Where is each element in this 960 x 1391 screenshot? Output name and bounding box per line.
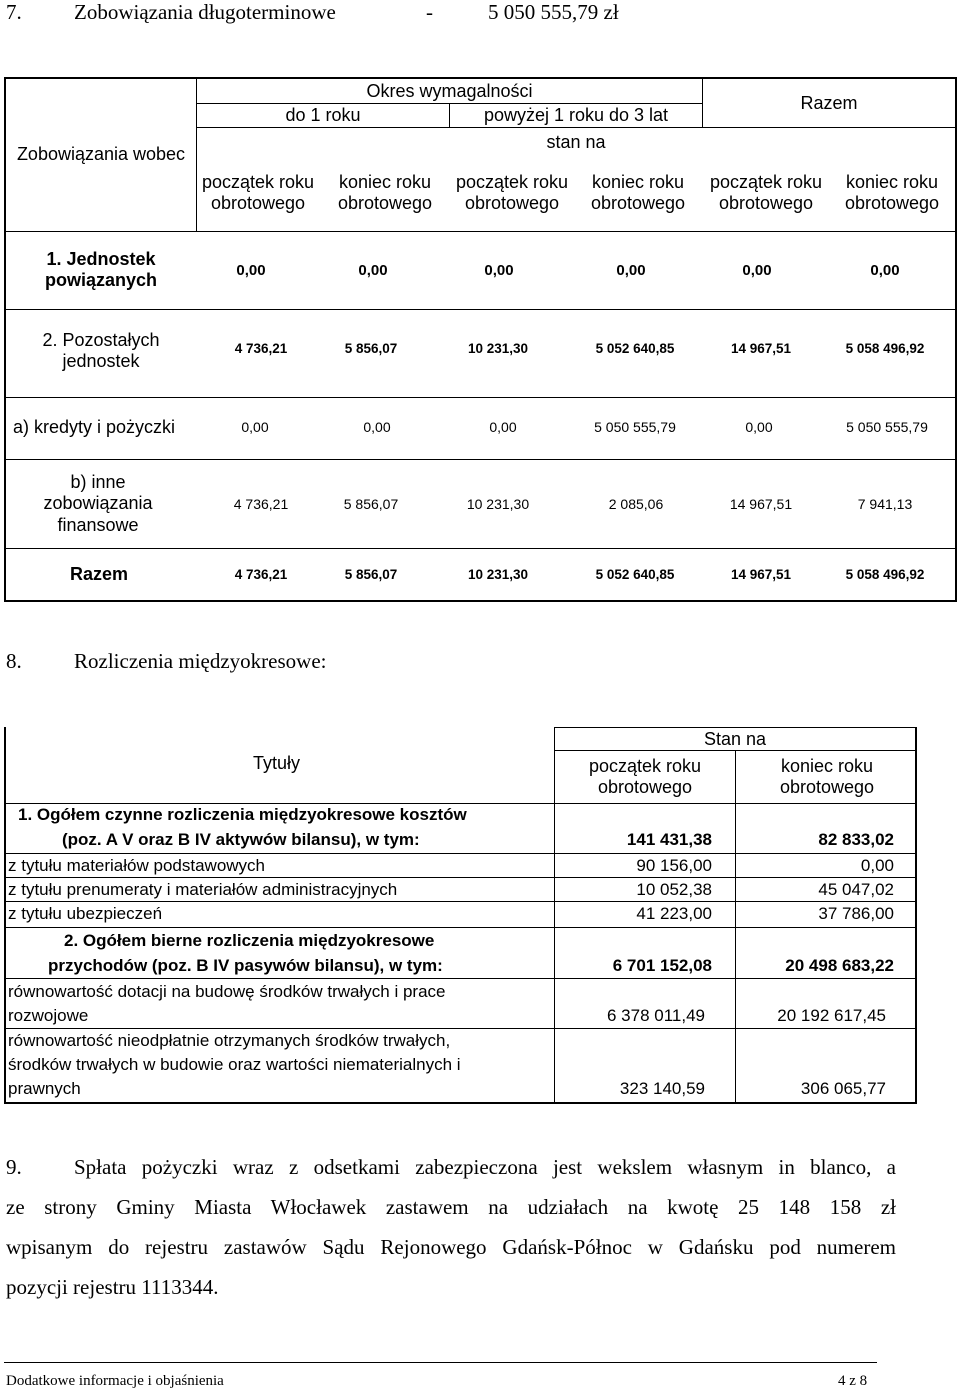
table-cell: 0,00 (241, 418, 269, 435)
row7-label-a: równowartość nieodpłatnie otrzymanych środków trwałych, (8, 1031, 451, 1050)
section-9-line-2: ze strony Gminy Miasta Włocławek zastawem na udziałach na kwotę 25 148 158 zł (6, 1195, 896, 1219)
table-cell: 5 050 555,79 (846, 418, 928, 435)
header-poczatek-1: początek roku obrotowego (201, 172, 315, 213)
table-cell: 14 967,51 (729, 495, 793, 512)
section-9-paragraph (6, 1147, 896, 1307)
table-cell: 5 856,07 (343, 495, 399, 512)
section-9-number: 9. (6, 1155, 22, 1179)
table-cell: 5 856,07 (344, 341, 398, 357)
row7-label-b: środków trwałych w budowie oraz wartości niematerialnych i (8, 1055, 461, 1074)
table-cell: 14 967,51 (730, 566, 792, 582)
header-powyzej: powyżej 1 roku do 3 lat (483, 105, 669, 126)
header-stan-na-2: Stan na (703, 728, 767, 749)
row5-value-start: 6 701 152,08 (612, 956, 712, 975)
header-col-poczatek: początek roku obrotowego (588, 756, 702, 797)
table-cell: 10 231,30 (467, 566, 529, 582)
row-label-razem: Razem (70, 564, 129, 584)
table-cell: 5 058 496,92 (845, 341, 925, 357)
row-label-pozostalych-text: 2. Pozostałych jednostek (42, 330, 160, 371)
row2-value-start: 90 156,00 (636, 856, 712, 875)
table-cell: 5 856,07 (344, 566, 398, 582)
header-tytuly: Tytuły (253, 753, 301, 773)
section-9-line-4: pozycji rejestru 1113344. (6, 1275, 219, 1299)
section-7-amount: 5 050 555,79 zł (488, 0, 619, 24)
table-cell: 5 058 496,92 (845, 566, 925, 582)
table-cell: 5 052 640,85 (595, 566, 675, 582)
section-7-number: 7. (6, 0, 22, 24)
section-7-title: Zobowiązania długoterminowe (74, 0, 336, 24)
header-okres: Okres wymagalności (366, 80, 533, 101)
header-poczatek-2: początek roku obrotowego (455, 172, 569, 213)
row4-label: z tytułu ubezpieczeń (8, 904, 163, 923)
section-8-number: 8. (6, 649, 22, 673)
table-cell: 0,00 (742, 261, 772, 279)
row2-value-end: 0,00 (860, 856, 894, 875)
row1-label-a: 1. Ogółem czynne rozliczenia międzyokresowe kosztów (18, 805, 467, 824)
row7-value-end: 306 065,77 (800, 1079, 886, 1098)
row-label-inne: b) inne zobowiązania finansowe (43, 471, 153, 535)
section-7-dash: - (426, 0, 433, 24)
table-cell: 5 050 555,79 (594, 418, 676, 435)
header-poczatek-3: początek roku obrotowego (709, 172, 823, 213)
row-header-label: Zobowiązania wobec (16, 143, 186, 164)
row5-label-a: 2. Ogółem bierne rozliczenia międzyokresowe (64, 931, 435, 950)
footer-page-number: 4 z 8 (838, 1373, 868, 1389)
table-cell: 10 231,30 (466, 495, 530, 512)
header-koniec-2: koniec roku obrotowego (590, 172, 686, 213)
footer-left: Dodatkowe informacje i objaśnienia (6, 1373, 224, 1389)
table-cell: 0,00 (363, 418, 391, 435)
header-koniec-1: koniec roku obrotowego (337, 172, 433, 213)
table-cell: 0,00 (745, 418, 773, 435)
row6-label-a: równowartość dotacji na budowę środków trwałych i prace (8, 982, 446, 1001)
table-cell: 4 736,21 (234, 566, 288, 582)
section-9-line-1: Spłata pożyczki wraz z odsetkami zabezpieczona jest wekslem własnym in blanco, a (74, 1155, 896, 1179)
table-cell: 0,00 (870, 261, 900, 279)
row3-label: z tytułu prenumeraty i materiałów administracyjnych (8, 880, 398, 899)
section-9-line-3: wpisanym do rejestru zastawów Sądu Rejonowego Gdańsk-Północ w Gdańsku pod numerem (6, 1235, 896, 1259)
table-cell: 7 941,13 (857, 495, 913, 512)
table-cell: 4 736,21 (233, 495, 289, 512)
table-cell: 0,00 (358, 261, 388, 279)
table-cell: 0,00 (489, 418, 517, 435)
header-koniec-3: koniec roku obrotowego (844, 172, 940, 213)
header-col-koniec: koniec roku obrotowego (779, 756, 875, 797)
section-8-title: Rozliczenia międzyokresowe: (74, 649, 327, 673)
table-cell: 5 052 640,85 (595, 341, 675, 357)
row4-value-start: 41 223,00 (636, 904, 712, 923)
header-stan-na: stan na (546, 131, 606, 152)
row3-value-end: 45 047,02 (818, 880, 894, 899)
row6-value-start: 6 378 011,49 (607, 1006, 705, 1025)
row7-value-start: 323 140,59 (619, 1079, 705, 1098)
row6-label-b: rozwojowe (8, 1006, 89, 1025)
row3-value-start: 10 052,38 (636, 880, 712, 899)
header-razem: Razem (800, 92, 858, 113)
table-cell: 10 231,30 (467, 341, 529, 357)
table-cell: 0,00 (484, 261, 514, 279)
row5-label-b: przychodów (poz. B IV pasywów bilansu), w tym: (48, 956, 443, 975)
row-label-powiazanych: 1. Jednostek powiązanych (44, 249, 158, 290)
table-cell: 4 736,21 (234, 341, 288, 357)
table-cell: 2 085,06 (608, 495, 664, 512)
table-cell: 0,00 (236, 261, 266, 279)
row6-value-end: 20 192 617,45 (777, 1006, 886, 1025)
row-label-kredyty: a) kredyty i pożyczki (13, 417, 176, 437)
row1-label-b: (poz. A V oraz B IV aktywów bilansu), w tym: (62, 830, 420, 849)
header-do-1-roku: do 1 roku (285, 105, 361, 126)
row2-label: z tytułu materiałów podstawowych (8, 856, 266, 875)
row1-value-end: 82 833,02 (818, 830, 894, 849)
row1-value-start: 141 431,38 (626, 830, 712, 849)
row7-label-c: prawnych (8, 1079, 81, 1098)
table-cell: 0,00 (616, 261, 646, 279)
row4-value-end: 37 786,00 (818, 904, 894, 923)
table-cell: 14 967,51 (730, 341, 792, 357)
row5-value-end: 20 498 683,22 (785, 956, 894, 975)
